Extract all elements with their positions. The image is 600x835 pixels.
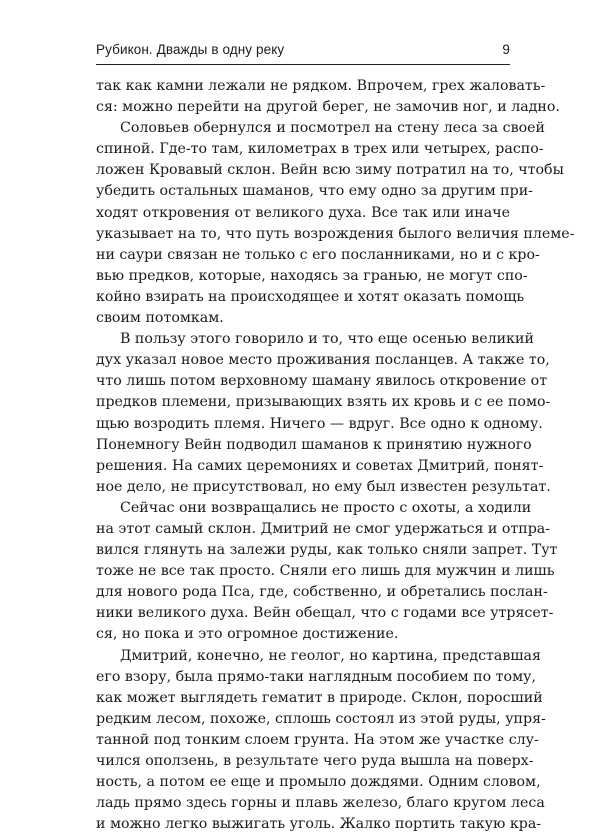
text-line: указывает на то, что путь возрождения былого величия племе- bbox=[96, 225, 575, 242]
book-title: Рубикон. Дважды в одну реку bbox=[96, 42, 285, 57]
text-line: вился глянуть на залежи руды, как только сняли запрет. Тут bbox=[96, 542, 558, 559]
text-line: ладь прямо здесь горны и плавь железо, благо кругом леса bbox=[96, 795, 545, 812]
text-line: щью возродить племя. Ничего — вдруг. Все одно к одному. bbox=[96, 415, 543, 432]
text-line: Сейчас они возвращались не просто с охоты, а ходили bbox=[120, 499, 532, 516]
text-line: вью предков, которые, находясь за гранью, не могут спо- bbox=[96, 267, 528, 284]
text-line: тоже не все так просто. Сняли его лишь для мужчин и лишь bbox=[96, 563, 555, 580]
text-line: ное дело, не присутствовал, но ему был известен результат. bbox=[96, 478, 551, 495]
text-line: как может выглядеть гематит в природе. Склон, поросший bbox=[96, 689, 543, 706]
text-line: ники великого духа. Вейн обещал, что с годами все утрясет- bbox=[96, 605, 554, 622]
body-text bbox=[96, 76, 575, 835]
text-line: ность, а потом ее еще и промыло дождями. Одним словом, bbox=[96, 774, 541, 791]
text-line: Понемногу Вейн подводил шаманов к принятию нужного bbox=[96, 436, 532, 453]
text-line: убедить остальных шаманов, что ему одно за другим при- bbox=[96, 183, 533, 200]
text-line: его взору, была прямо-таки наглядным пособием по тому, bbox=[96, 668, 536, 685]
text-line: Соловьев обернулся и посмотрел на стену леса за своей bbox=[120, 120, 545, 137]
text-line: предков племени, призывающих взять их кровь и с ее помо- bbox=[96, 394, 551, 411]
text-line: койно взирать на происходящее и хотят оказать помощь bbox=[96, 288, 525, 305]
text-line: танной под тонким слоем грунта. На этом же участке слу- bbox=[96, 731, 539, 748]
text-line: решения. На самих церемониях и советах Дмитрий, понят- bbox=[96, 457, 544, 474]
text-line: дух указал новое место проживания посланцев. А также то, bbox=[96, 352, 550, 369]
running-header bbox=[96, 42, 510, 57]
text-line: ся, но пока и это огромное достижение. bbox=[96, 626, 399, 643]
text-line: так как камни лежали не рядком. Впрочем, грех жаловать- bbox=[96, 78, 546, 94]
text-line: что лишь потом верховному шаману явилось откровение от bbox=[96, 373, 548, 390]
text-line: чился оползень, в результате чего руда вышла на поверх- bbox=[96, 753, 534, 769]
text-line: и можно легко выжигать уголь. Жалко портить такую кра- bbox=[96, 816, 542, 833]
page-number: 9 bbox=[502, 42, 510, 57]
text-line: спиной. Где-то там, километрах в трех или четырех, распо- bbox=[96, 141, 544, 158]
text-line: Дмитрий, конечно, не геолог, но картина, представшая bbox=[120, 647, 541, 664]
text-line: ся: можно перейти на другой берег, не замочив ног, и ладно. bbox=[96, 99, 560, 116]
text-line: ходят откровения от великого духа. Все так или иначе bbox=[96, 204, 510, 221]
text-line: редким лесом, похоже, сплошь состоял из этой руды, упря- bbox=[96, 710, 546, 727]
text-line: ложен Кровавый склон. Вейн всю зиму потратил на то, чтобы bbox=[96, 162, 564, 179]
header-rule bbox=[96, 64, 510, 65]
text-line: на этот самый склон. Дмитрий не смог удержаться и отпра- bbox=[96, 520, 551, 537]
text-line: для нового рода Пса, где, собственно, и обретались послан- bbox=[96, 584, 548, 601]
text-line: ни саури связан не только с его посланниками, но и с кро- bbox=[96, 246, 540, 263]
text-line: В пользу этого говорило и то, что еще осенью великий bbox=[120, 331, 534, 348]
text-line: своим потомкам. bbox=[96, 310, 224, 327]
